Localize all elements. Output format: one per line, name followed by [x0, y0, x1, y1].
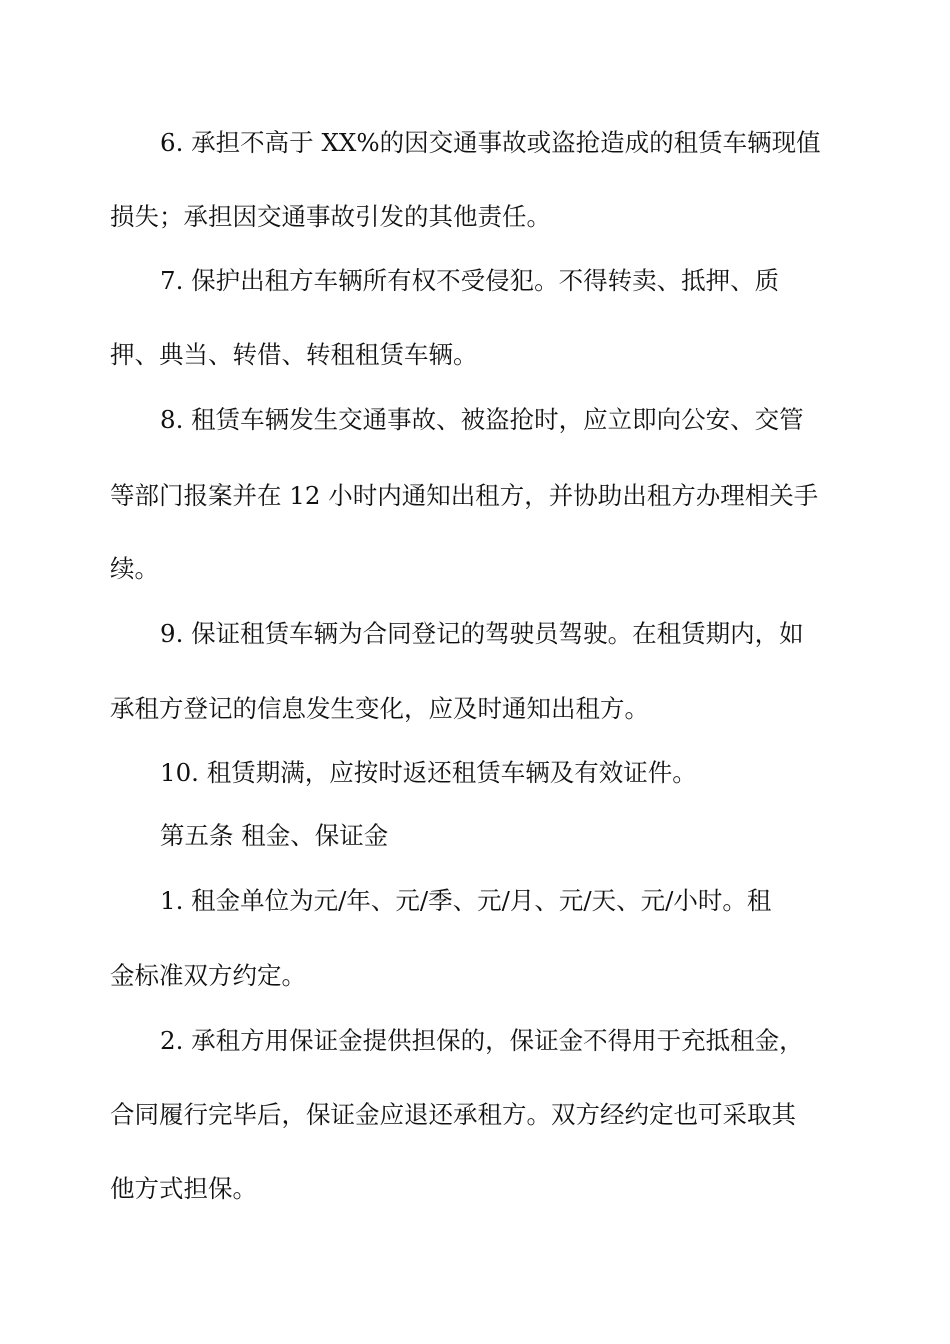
clause-6-line-1: 6. 承担不高于 XX%的因交通事故或盗抢造成的租赁车辆现值: [160, 128, 821, 157]
clause-8-line-3: 续。: [110, 554, 159, 583]
rent-clause-1-line-2: 金标准双方约定。: [110, 961, 306, 990]
rent-clause-2-line-2: 合同履行完毕后，保证金应退还承租方。双方经约定也可采取其: [110, 1100, 796, 1129]
clause-6-line-2: 损失；承担因交通事故引发的其他责任。: [110, 202, 551, 231]
rent-clause-2-line-3: 他方式担保。: [110, 1174, 257, 1203]
clause-8-line-2: 等部门报案并在 12 小时内通知出租方，并协助出租方办理相关手: [110, 481, 819, 510]
article-5-heading: 第五条 租金、保证金: [160, 821, 389, 850]
clause-7-line-1: 7. 保护出租方车辆所有权不受侵犯。不得转卖、抵押、质: [160, 266, 780, 295]
rent-clause-1-line-1: 1. 租金单位为元/年、元/季、元/月、元/天、元/小时。租: [160, 886, 772, 915]
clause-8-line-1: 8. 租赁车辆发生交通事故、被盗抢时，应立即向公安、交管: [160, 405, 804, 434]
rent-clause-2-line-1: 2. 承租方用保证金提供担保的，保证金不得用于充抵租金，: [160, 1026, 804, 1055]
clause-9-line-1: 9. 保证租赁车辆为合同登记的驾驶员驾驶。在租赁期内，如: [160, 619, 804, 648]
clause-7-line-2: 押、典当、转借、转租租赁车辆。: [110, 340, 478, 369]
clause-9-line-2: 承租方登记的信息发生变化，应及时通知出租方。: [110, 694, 649, 723]
clause-10-line-1: 10. 租赁期满，应按时返还租赁车辆及有效证件。: [160, 758, 697, 787]
